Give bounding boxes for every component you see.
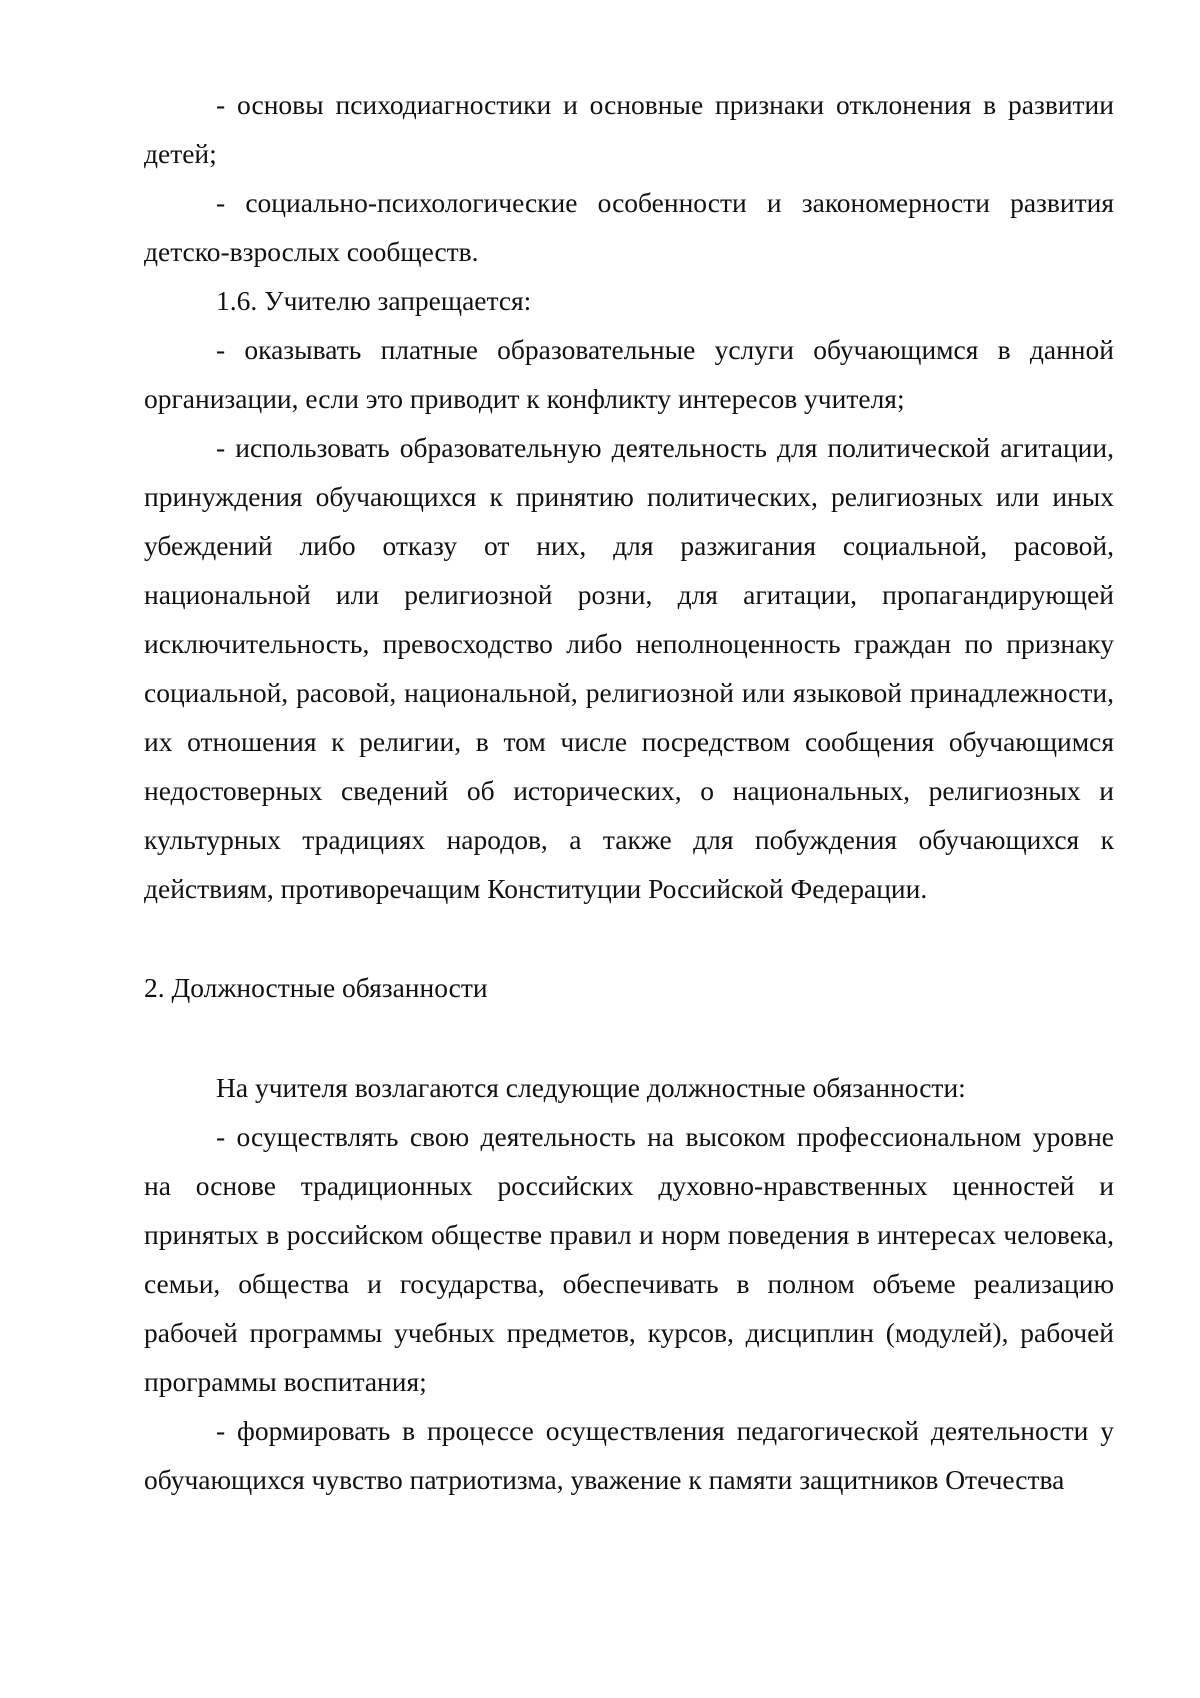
document-page xyxy=(144,80,1114,1504)
paragraph-duty-professional-level: - осуществлять свою деятельность на высоком профессиональном уровне на основе традиционных российских духовно-нравственных ценностей и принятых в российском обществе правил и норм поведения в интересах человека, семьи, общества и государства, обеспечивать в полном объеме реализацию рабочей программы учебных предметов, курсов, дисциплин (модулей), рабочей программы воспитания; xyxy=(144,1121,1114,1397)
paragraph-duties-intro: На учителя возлагаются следующие должностные обязанности: xyxy=(216,1072,966,1103)
paragraph-political-agitation: - использовать образовательную деятельность для политической агитации, принуждения обучающихся к принятию политических, религиозных или иных убеждений либо отказу от них, для разжигания социальной, расовой, национальной или религиозной розни, для агитации, пропагандирующей исключительность, превосходство либо неполноценность граждан по признаку социальной, расовой, национальной, религиозной или языковой принадлежности, их отношения к религии, в том числе посредством сообщения обучающимся недостоверных сведений об исторических, о национальных, религиозных и культурных традициях народов, а также для побуждения обучающихся к действиям, противоречащим Конституции Российской Федерации. xyxy=(144,432,1114,904)
section-heading: 2. Должностные обязанности xyxy=(144,972,488,1003)
paragraph-prohibitions-title: 1.6. Учителю запрещается: xyxy=(216,285,532,316)
paragraph-duty-patriotism: - формировать в процессе осуществления педагогической деятельности у обучающихся чувство патриотизма, уважение к памяти защитников Отечества xyxy=(144,1415,1114,1495)
paragraph-social-psychology: - социально-психологические особенности и закономерности развития детско-взрослых сообществ. xyxy=(144,187,1114,267)
paragraph-psychodiagnostics: - основы психодиагностики и основные признаки отклонения в развитии детей; xyxy=(144,89,1114,169)
paragraph-paid-services: - оказывать платные образовательные услуги обучающимся в данной организации, если это приводит к конфликту интересов учителя; xyxy=(144,334,1114,414)
